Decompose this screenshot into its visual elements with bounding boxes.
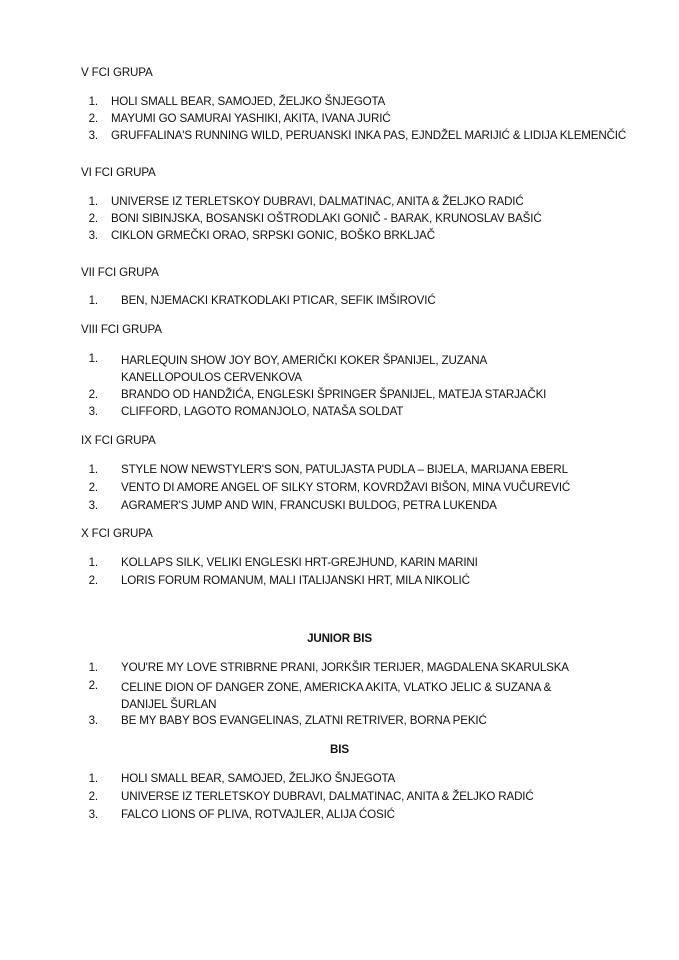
item-number: 3. [88, 229, 98, 242]
item-number: 2. [88, 212, 98, 225]
item-text: BEN, NJEMACKI KRATKODLAKI PTICAR, SEFIK IMŠIROVIĆ [121, 294, 436, 307]
item-number: 1. [88, 294, 98, 307]
item-number: 1. [88, 556, 98, 569]
item-text: YOU'RE MY LOVE STRIBRNE PRANI, JORKŠIR TERIJER, MAGDALENA SKARULSKA [121, 661, 569, 674]
junior-bis-heading: JUNIOR BIS [307, 632, 372, 645]
item-number: 2. [88, 112, 98, 125]
item-text: CIKLON GRMEČKI ORAO, SRPSKI GONIC, BOŠKO BRKLJAČ [111, 229, 435, 242]
item-text: VENTO DI AMORE ANGEL OF SILKY STORM, KOVRDŽAVI BIŠON, MINA VUČUREVIĆ [121, 481, 571, 494]
item-text: LORIS FORUM ROMANUM, MALI ITALIJANSKI HRT, MILA NIKOLIĆ [121, 574, 470, 587]
item-number: 3. [88, 405, 98, 418]
item-number: 2. [88, 388, 98, 401]
item-text: STYLE NOW NEWSTYLER'S SON, PATULJASTA PUDLA – BIJELA, MARIJANA EBERL [121, 463, 568, 476]
section-heading-v: V FCI GRUPA [81, 66, 153, 79]
item-text: BE MY BABY BOS EVANGELINAS, ZLATNI RETRIVER, BORNA PEKIĆ [121, 714, 487, 727]
section-heading-vii: VII FCI GRUPA [81, 266, 159, 279]
section-heading-vi: VI FCI GRUPA [81, 166, 156, 179]
item-number: 2. [88, 790, 98, 803]
item-text: AGRAMER'S JUMP AND WIN, FRANCUSKI BULDOG, PETRA LUKENDA [121, 499, 497, 512]
item-text: UNIVERSE IZ TERLETSKOY DUBRAVI, DALMATINAC, ANITA & ŽELJKO RADIĆ [111, 195, 524, 208]
item-number: 2. [88, 679, 98, 692]
section-heading-x: X FCI GRUPA [81, 527, 153, 540]
item-number: 3. [88, 808, 98, 821]
item-text: FALCO LIONS OF PLIVA, ROTVAJLER, ALIJA ĆOSIĆ [121, 808, 395, 821]
item-text: HOLI SMALL BEAR, SAMOJED, ŽELJKO ŠNJEGOTA [111, 95, 386, 108]
item-text: UNIVERSE IZ TERLETSKOY DUBRAVI, DALMATINAC, ANITA & ŽELJKO RADIĆ [121, 790, 534, 803]
item-text: BONI SIBINJSKA, BOSANSKI OŠTRODLAKI GONIČ - BARAK, KRUNOSLAV BAŠIĆ [111, 212, 542, 225]
item-number: 1. [88, 352, 98, 365]
item-number: 2. [88, 574, 98, 587]
section-heading-ix: IX FCI GRUPA [81, 434, 156, 447]
item-number: 1. [88, 195, 98, 208]
item-number: 1. [88, 772, 98, 785]
item-text: BRANDO OD HANDŽIĆA, ENGLESKI ŠPRINGER ŠPANIJEL, MATEJA STARJAČKI [121, 388, 547, 401]
item-number: 1. [88, 661, 98, 674]
item-text: CLIFFORD, LAGOTO ROMANJOLO, NATAŠA SOLDAT [121, 405, 404, 418]
item-number: 3. [88, 714, 98, 727]
item-number: 1. [88, 463, 98, 476]
item-text: HOLI SMALL BEAR, SAMOJED, ŽELJKO ŠNJEGOTA [121, 772, 396, 785]
item-text: GRUFFALINA'S RUNNING WILD, PERUANSKI INKA PAS, EJNDŽEL MARIJIĆ & LIDIJA KLEMENČIĆ [111, 129, 627, 142]
item-text: KOLLAPS SILK, VELIKI ENGLESKI HRT-GREJHUND, KARIN MARINI [121, 556, 478, 569]
item-number: 3. [88, 499, 98, 512]
section-heading-viii: VIII FCI GRUPA [81, 323, 162, 336]
bis-heading: BIS [330, 743, 349, 756]
item-text: MAYUMI GO SAMURAI YASHIKI, AKITA, IVANA JURIĆ [111, 112, 391, 125]
item-text: HARLEQUIN SHOW JOY BOY, AMERIČKI KOKER ŠPANIJEL, ZUZANA KANELLOPOULOS CERVENKOVA [121, 354, 487, 384]
item-text: CELINE DION OF DANGER ZONE, AMERICKA AKITA, VLATKO JELIC & SUZANA & DANIJEL ŠURLAN [121, 681, 552, 711]
item-number: 1. [88, 95, 98, 108]
item-number: 3. [88, 129, 98, 142]
item-number: 2. [88, 481, 98, 494]
